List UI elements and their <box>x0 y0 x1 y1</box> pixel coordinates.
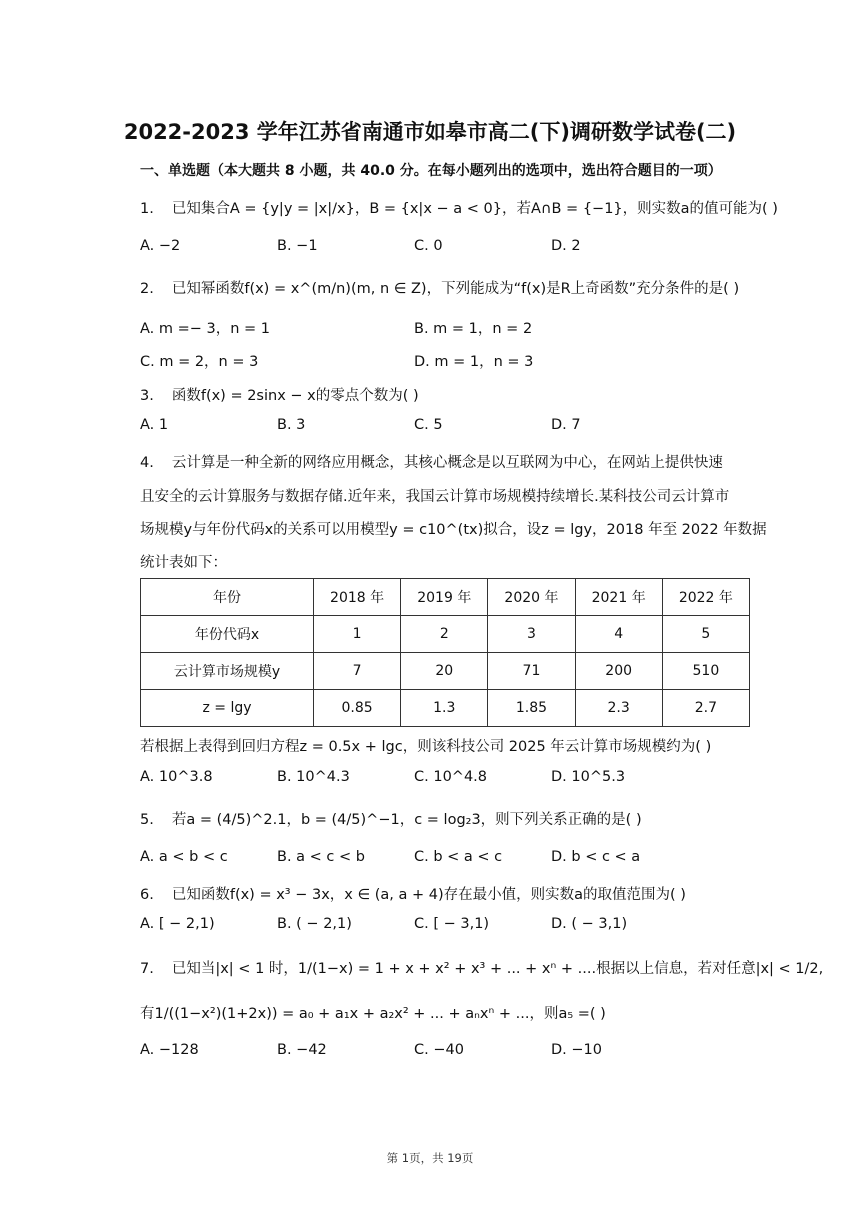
question-5 <box>140 808 642 829</box>
option-d: D. 2 <box>551 238 581 254</box>
option-b: B. m = 1，n = 2 <box>414 321 533 337</box>
option-b: B. ( − 2,1) <box>277 916 352 932</box>
question-text: 已知幂函数f(x) = x^(m/n)(m, n ∈ Z)，下列能成为“f(x)是R上奇函数”充分条件的是( ) <box>171 281 740 297</box>
table-cell: 4 <box>575 616 662 653</box>
table-cell: 71 <box>488 653 575 690</box>
table-cell: 1 <box>314 616 401 653</box>
table-cell: 0.85 <box>314 690 401 727</box>
question-number: 5. <box>140 812 154 828</box>
option-b: B. a < c < b <box>277 849 365 865</box>
question-number: 6. <box>140 887 154 903</box>
table-row <box>141 616 750 653</box>
question-number: 7. <box>140 961 154 977</box>
data-table <box>140 578 750 727</box>
table-cell: 2019 年 <box>401 579 488 616</box>
table-cell: 2.7 <box>662 690 749 727</box>
option-c: C. b < a < c <box>414 849 503 865</box>
question-3 <box>140 384 419 405</box>
question-text: 云计算是一种全新的网络应用概念，其核心概念是以互联网为中心，在网站上提供快速 <box>171 455 723 471</box>
table-cell: 2020 年 <box>488 579 575 616</box>
page-title: 2022-2023 学年江苏省南通市如皋市高二(下)调研数学试卷(二) <box>123 120 737 144</box>
table-cell: 1.85 <box>488 690 575 727</box>
question-text-line: 若根据上表得到回归方程z = 0.5x + lgc，则该科技公司 2025 年云计算市场规模约为( ) <box>140 739 712 755</box>
page-footer: 第 1页，共 19页 <box>386 1151 474 1165</box>
table-cell: 年份代码x <box>141 616 314 653</box>
option-a: A. a < b < c <box>140 849 228 865</box>
option-a: A. −128 <box>140 1042 199 1058</box>
question-2 <box>140 277 739 298</box>
table-cell: 510 <box>662 653 749 690</box>
question-text-line: 有1/((1−x²)(1+2x)) = a₀ + a₁x + a₂x² + ... + aₙxⁿ + ...，则a₅ =( ) <box>140 1006 606 1022</box>
option-a: A. −2 <box>140 238 181 254</box>
table-cell: 200 <box>575 653 662 690</box>
option-c: C. [ − 3,1) <box>414 916 490 932</box>
option-b: B. 3 <box>277 417 306 433</box>
question-number: 4. <box>140 455 154 471</box>
table-row <box>141 653 750 690</box>
option-d: D. b < c < a <box>551 849 641 865</box>
question-number: 1. <box>140 201 154 217</box>
table-cell: 云计算市场规模y <box>141 653 314 690</box>
table-cell: 20 <box>401 653 488 690</box>
option-c: C. m = 2，n = 3 <box>140 354 259 370</box>
question-number: 3. <box>140 388 154 404</box>
table-cell: 7 <box>314 653 401 690</box>
option-b: B. 10^4.3 <box>277 769 350 785</box>
table-cell: 2.3 <box>575 690 662 727</box>
table-cell: 2022 年 <box>662 579 749 616</box>
question-text-line: 统计表如下： <box>140 555 227 571</box>
table-cell: 5 <box>662 616 749 653</box>
option-a: A. 10^3.8 <box>140 769 213 785</box>
question-4 <box>140 451 723 472</box>
question-text: 已知集合A = {y|y = |x|/x}，B = {x|x − a < 0}，若A∩B = {−1}，则实数a的值可能为( ) <box>171 201 778 217</box>
table-cell: 2 <box>401 616 488 653</box>
table-row <box>141 690 750 727</box>
question-7 <box>140 957 823 978</box>
question-6 <box>140 883 686 904</box>
option-c: C. 5 <box>414 417 443 433</box>
question-text: 已知函数f(x) = x³ − 3x，x ∈ (a, a + 4)存在最小值，则实数a的取值范围为( ) <box>171 887 686 903</box>
option-d: D. −10 <box>551 1042 602 1058</box>
table-cell: 3 <box>488 616 575 653</box>
table-cell: z = lgy <box>141 690 314 727</box>
option-d: D. 7 <box>551 417 581 433</box>
option-c: C. 10^4.8 <box>414 769 488 785</box>
question-text-line: 场规模y与年份代码x的关系可以用模型y = c10^(tx)拟合，设z = lgy，2018 年至 2022 年数据 <box>140 522 767 538</box>
question-text: 已知当|x| < 1 时，1/(1−x) = 1 + x + x² + x³ + ... + xⁿ + ....根据以上信息，若对任意|x| < 1/2, <box>171 961 824 977</box>
option-b: B. −42 <box>277 1042 327 1058</box>
option-d: D. m = 1，n = 3 <box>414 354 534 370</box>
question-number: 2. <box>140 281 154 297</box>
question-text-line: 且安全的云计算服务与数据存储.近年来，我国云计算市场规模持续增长.某科技公司云计算市 <box>140 489 730 505</box>
section-heading: 一、单选题（本大题共 8 小题，共 40.0 分。在每小题列出的选项中，选出符合题目的一项） <box>140 163 722 179</box>
table-cell: 1.3 <box>401 690 488 727</box>
option-a: A. [ − 2,1) <box>140 916 215 932</box>
table-row <box>141 579 750 616</box>
table-cell: 2018 年 <box>314 579 401 616</box>
table-cell: 2021 年 <box>575 579 662 616</box>
question-1 <box>140 197 778 218</box>
question-text: 函数f(x) = 2sinx − x的零点个数为( ) <box>171 388 419 404</box>
table-cell: 年份 <box>141 579 314 616</box>
option-a: A. m =− 3，n = 1 <box>140 321 271 337</box>
option-d: D. 10^5.3 <box>551 769 626 785</box>
option-d: D. ( − 3,1) <box>551 916 628 932</box>
question-text: 若a = (4/5)^2.1，b = (4/5)^−1，c = log₂3，则下列关系正确的是( ) <box>171 812 642 828</box>
option-b: B. −1 <box>277 238 318 254</box>
option-c: C. −40 <box>414 1042 464 1058</box>
option-a: A. 1 <box>140 417 169 433</box>
option-c: C. 0 <box>414 238 443 254</box>
